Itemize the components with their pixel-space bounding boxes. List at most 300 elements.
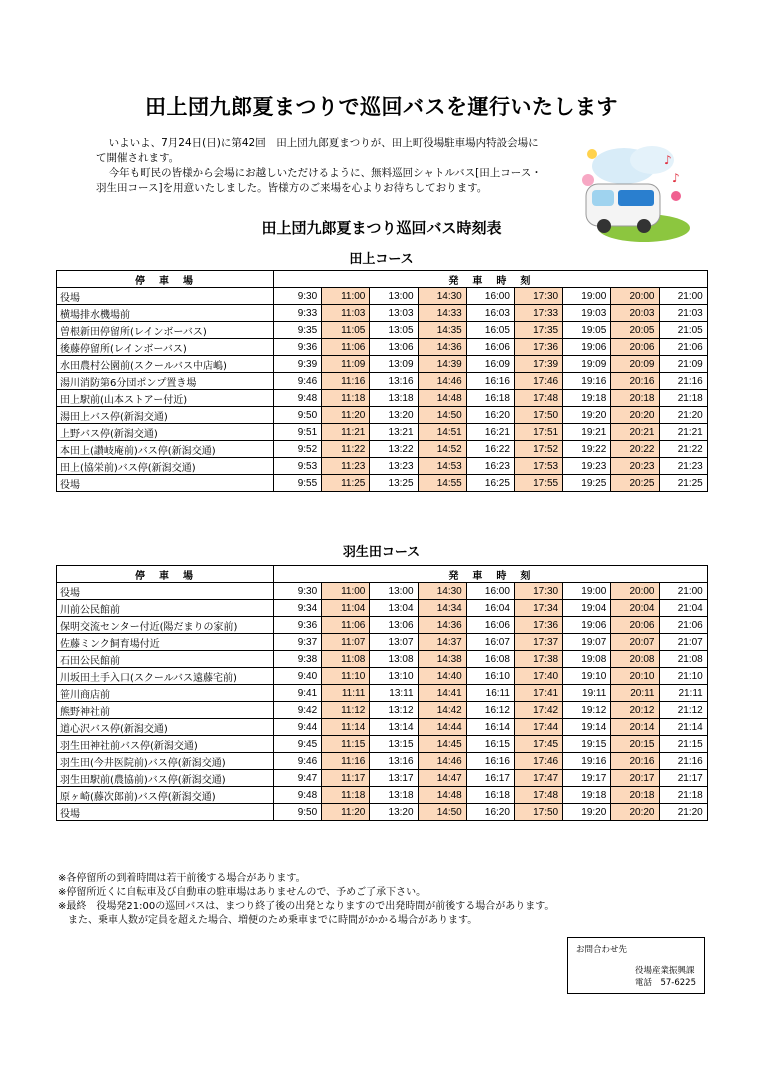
departure-time: 16:16 xyxy=(466,373,514,390)
svg-text:♪: ♪ xyxy=(672,171,680,185)
timetable-tagami xyxy=(56,270,708,492)
departure-time: 9:34 xyxy=(274,600,322,617)
departure-time: 9:44 xyxy=(274,719,322,736)
departure-time: 17:52 xyxy=(514,441,562,458)
departure-time: 20:15 xyxy=(611,736,659,753)
departure-time: 16:06 xyxy=(466,617,514,634)
stop-name: 羽生田駅前(農協前)バス停(新潟交通) xyxy=(57,770,274,787)
stop-name: 役場 xyxy=(57,475,274,492)
departure-time: 21:17 xyxy=(659,770,707,787)
table-row xyxy=(57,634,708,651)
departure-time: 17:50 xyxy=(514,804,562,821)
departure-time: 13:03 xyxy=(370,305,418,322)
departure-time: 14:41 xyxy=(418,685,466,702)
departure-time: 20:16 xyxy=(611,753,659,770)
table-header-row xyxy=(57,566,708,583)
departure-time: 9:46 xyxy=(274,753,322,770)
departure-time: 21:08 xyxy=(659,651,707,668)
departure-time: 13:06 xyxy=(370,339,418,356)
stop-name: 上野バス停(新潟交通) xyxy=(57,424,274,441)
stop-name: 曽根新田停留所(レインボーバス) xyxy=(57,322,274,339)
departure-time: 11:08 xyxy=(322,651,370,668)
table-row xyxy=(57,458,708,475)
departure-time: 13:22 xyxy=(370,441,418,458)
note-3: ※最終 役場発21:00の巡回バスは、まつり終了後の出発となりますので出発時間が前後する場合があります。 xyxy=(58,901,555,912)
departure-time: 21:06 xyxy=(659,617,707,634)
departure-time: 11:11 xyxy=(322,685,370,702)
departure-time: 19:20 xyxy=(563,804,611,821)
departure-time: 11:16 xyxy=(322,753,370,770)
stop-name: 役場 xyxy=(57,583,274,600)
departure-time: 17:48 xyxy=(514,787,562,804)
departure-time: 21:11 xyxy=(659,685,707,702)
stop-name: 道心沢バス停(新潟交通) xyxy=(57,719,274,736)
departure-time: 11:06 xyxy=(322,339,370,356)
departure-time: 19:20 xyxy=(563,407,611,424)
departure-time: 20:18 xyxy=(611,787,659,804)
departure-time: 17:51 xyxy=(514,424,562,441)
departure-time: 21:10 xyxy=(659,668,707,685)
departure-time: 21:16 xyxy=(659,753,707,770)
departure-time: 9:36 xyxy=(274,617,322,634)
departure-time: 11:04 xyxy=(322,600,370,617)
departure-time: 19:06 xyxy=(563,617,611,634)
departure-time: 14:39 xyxy=(418,356,466,373)
departure-time: 14:45 xyxy=(418,736,466,753)
departure-time: 16:08 xyxy=(466,651,514,668)
stop-name: 後藤停留所(レインボーバス) xyxy=(57,339,274,356)
stop-name: 田上駅前(山本ストアー付近) xyxy=(57,390,274,407)
intro-text xyxy=(96,136,546,196)
departure-time: 14:46 xyxy=(418,753,466,770)
departure-time: 16:07 xyxy=(466,634,514,651)
departure-time: 14:34 xyxy=(418,600,466,617)
departure-time: 16:21 xyxy=(466,424,514,441)
departure-time: 9:30 xyxy=(274,583,322,600)
departure-time: 17:55 xyxy=(514,475,562,492)
departure-time: 20:21 xyxy=(611,424,659,441)
departure-time: 11:06 xyxy=(322,617,370,634)
departure-time: 16:04 xyxy=(466,600,514,617)
departure-time: 20:00 xyxy=(611,288,659,305)
departure-time: 14:36 xyxy=(418,339,466,356)
stop-name: 横場排水機場前 xyxy=(57,305,274,322)
departure-time: 13:16 xyxy=(370,373,418,390)
departure-time: 19:00 xyxy=(563,583,611,600)
departure-time: 16:09 xyxy=(466,356,514,373)
departure-time: 20:00 xyxy=(611,583,659,600)
departure-time: 11:05 xyxy=(322,322,370,339)
departure-time: 16:22 xyxy=(466,441,514,458)
departure-time: 20:06 xyxy=(611,339,659,356)
departure-time: 16:10 xyxy=(466,668,514,685)
page-title: 田上団九郎夏まつりで巡回バスを運行いたします xyxy=(145,95,618,119)
departure-time: 11:23 xyxy=(322,458,370,475)
departure-time: 17:44 xyxy=(514,719,562,736)
departure-time: 14:51 xyxy=(418,424,466,441)
svg-text:♪: ♪ xyxy=(664,153,672,167)
departure-time: 17:34 xyxy=(514,600,562,617)
table-row xyxy=(57,651,708,668)
departure-time: 11:10 xyxy=(322,668,370,685)
stop-name: 田上(協栄前)バス停(新潟交通) xyxy=(57,458,274,475)
stop-name: 熊野神社前 xyxy=(57,702,274,719)
departure-time: 11:17 xyxy=(322,770,370,787)
departure-time: 21:09 xyxy=(659,356,707,373)
departure-time: 13:08 xyxy=(370,651,418,668)
stop-name: 川前公民館前 xyxy=(57,600,274,617)
departure-time: 21:20 xyxy=(659,804,707,821)
departure-time: 20:07 xyxy=(611,634,659,651)
departure-time: 21:22 xyxy=(659,441,707,458)
stop-name: 本田上(讃岐庵前)バス停(新潟交通) xyxy=(57,441,274,458)
departure-time: 17:48 xyxy=(514,390,562,407)
departure-time: 19:08 xyxy=(563,651,611,668)
departure-time: 11:14 xyxy=(322,719,370,736)
departure-time: 17:36 xyxy=(514,339,562,356)
departure-time: 19:22 xyxy=(563,441,611,458)
schedule-title: 田上団九郎夏まつり巡回バス時刻表 xyxy=(261,219,502,237)
note-1: ※各停留所の到着時間は若干前後する場合があります。 xyxy=(58,873,306,884)
departure-time: 11:12 xyxy=(322,702,370,719)
departure-time: 20:04 xyxy=(611,600,659,617)
departure-time: 17:42 xyxy=(514,702,562,719)
departure-time: 13:05 xyxy=(370,322,418,339)
departure-time: 17:45 xyxy=(514,736,562,753)
departure-time: 13:00 xyxy=(370,583,418,600)
departure-time: 16:23 xyxy=(466,458,514,475)
table-row xyxy=(57,770,708,787)
departure-time: 21:20 xyxy=(659,407,707,424)
departure-time: 16:25 xyxy=(466,475,514,492)
departure-time: 9:30 xyxy=(274,288,322,305)
departure-time: 14:52 xyxy=(418,441,466,458)
departure-time: 17:39 xyxy=(514,356,562,373)
departure-time: 16:14 xyxy=(466,719,514,736)
departure-time: 14:48 xyxy=(418,787,466,804)
departure-time: 20:08 xyxy=(611,651,659,668)
departure-time: 14:53 xyxy=(418,458,466,475)
departure-time: 9:52 xyxy=(274,441,322,458)
header-stop: 停 車 場 xyxy=(57,271,274,288)
departure-time: 19:18 xyxy=(563,787,611,804)
departure-time: 16:00 xyxy=(466,583,514,600)
departure-time: 11:25 xyxy=(322,475,370,492)
departure-time: 19:12 xyxy=(563,702,611,719)
departure-time: 14:42 xyxy=(418,702,466,719)
departure-time: 20:03 xyxy=(611,305,659,322)
departure-time: 13:06 xyxy=(370,617,418,634)
table-row xyxy=(57,305,708,322)
departure-time: 9:38 xyxy=(274,651,322,668)
departure-time: 20:20 xyxy=(611,407,659,424)
stop-name: 笹川商店前 xyxy=(57,685,274,702)
table-row xyxy=(57,424,708,441)
departure-time: 17:35 xyxy=(514,322,562,339)
stop-name: 石田公民館前 xyxy=(57,651,274,668)
departure-time: 16:20 xyxy=(466,407,514,424)
departure-time: 13:00 xyxy=(370,288,418,305)
departure-time: 14:50 xyxy=(418,804,466,821)
departure-time: 13:15 xyxy=(370,736,418,753)
departure-time: 13:18 xyxy=(370,390,418,407)
departure-time: 21:14 xyxy=(659,719,707,736)
departure-time: 11:09 xyxy=(322,356,370,373)
note-2: ※停留所近くに自転車及び自動車の駐車場はありませんので、予めご了承下さい。 xyxy=(58,887,427,898)
departure-time: 19:14 xyxy=(563,719,611,736)
departure-time: 11:07 xyxy=(322,634,370,651)
departure-time: 11:22 xyxy=(322,441,370,458)
stop-name: 羽生田神社前バス停(新潟交通) xyxy=(57,736,274,753)
departure-time: 19:06 xyxy=(563,339,611,356)
departure-time: 21:21 xyxy=(659,424,707,441)
departure-time: 17:41 xyxy=(514,685,562,702)
departure-time: 9:53 xyxy=(274,458,322,475)
departure-time: 17:33 xyxy=(514,305,562,322)
departure-time: 20:23 xyxy=(611,458,659,475)
departure-time: 16:12 xyxy=(466,702,514,719)
departure-time: 13:16 xyxy=(370,753,418,770)
departure-time: 19:10 xyxy=(563,668,611,685)
header-stop: 停 車 場 xyxy=(57,566,274,583)
departure-time: 21:16 xyxy=(659,373,707,390)
table-row xyxy=(57,339,708,356)
departure-time: 19:16 xyxy=(563,753,611,770)
departure-time: 19:18 xyxy=(563,390,611,407)
departure-time: 17:40 xyxy=(514,668,562,685)
departure-time: 9:45 xyxy=(274,736,322,753)
stop-name: 水田農村公園前(スクールバス中店嶋) xyxy=(57,356,274,373)
table-row xyxy=(57,407,708,424)
intro-paragraph-2: 今年も町民の皆様から会場にお越しいただけるように、無料巡回シャトルバス[田上コース・羽生田コース]を用意いたしました。皆様方のご来場を心よりお待ちしております。 xyxy=(96,167,542,194)
departure-time: 9:48 xyxy=(274,390,322,407)
table-row xyxy=(57,804,708,821)
departure-time: 11:20 xyxy=(322,407,370,424)
departure-time: 11:18 xyxy=(322,390,370,407)
departure-time: 17:37 xyxy=(514,634,562,651)
departure-time: 16:20 xyxy=(466,804,514,821)
departure-time: 20:14 xyxy=(611,719,659,736)
intro-paragraph-1: いよいよ、7月24日(日)に第42回 田上団九郎夏まつりが、田上町役場駐車場内特設会場にて開催されます。 xyxy=(96,137,539,164)
departure-time: 11:18 xyxy=(322,787,370,804)
departure-time: 13:17 xyxy=(370,770,418,787)
departure-time: 17:46 xyxy=(514,753,562,770)
departure-time: 14:36 xyxy=(418,617,466,634)
departure-time: 14:47 xyxy=(418,770,466,787)
departure-time: 13:07 xyxy=(370,634,418,651)
course-title-tagami: 田上コース xyxy=(349,252,414,267)
departure-time: 11:03 xyxy=(322,305,370,322)
departure-time: 19:16 xyxy=(563,373,611,390)
departure-time: 13:14 xyxy=(370,719,418,736)
departure-time: 19:25 xyxy=(563,475,611,492)
departure-time: 16:17 xyxy=(466,770,514,787)
departure-time: 19:00 xyxy=(563,288,611,305)
table-row xyxy=(57,322,708,339)
table-row xyxy=(57,668,708,685)
departure-time: 21:07 xyxy=(659,634,707,651)
departure-time: 11:20 xyxy=(322,804,370,821)
table-header-row xyxy=(57,271,708,288)
table-row xyxy=(57,356,708,373)
departure-time: 16:18 xyxy=(466,390,514,407)
departure-time: 11:16 xyxy=(322,373,370,390)
departure-time: 16:18 xyxy=(466,787,514,804)
header-times: 発 車 時 刻 xyxy=(274,271,708,288)
departure-time: 14:46 xyxy=(418,373,466,390)
departure-time: 16:00 xyxy=(466,288,514,305)
departure-time: 14:38 xyxy=(418,651,466,668)
departure-time: 17:38 xyxy=(514,651,562,668)
departure-time: 9:50 xyxy=(274,407,322,424)
notes xyxy=(58,872,678,928)
table-row xyxy=(57,600,708,617)
departure-time: 19:07 xyxy=(563,634,611,651)
departure-time: 19:05 xyxy=(563,322,611,339)
departure-time: 17:46 xyxy=(514,373,562,390)
departure-time: 14:55 xyxy=(418,475,466,492)
departure-time: 21:00 xyxy=(659,288,707,305)
stop-name: 役場 xyxy=(57,804,274,821)
departure-time: 19:11 xyxy=(563,685,611,702)
timetable-hanyuda xyxy=(56,565,708,821)
departure-time: 20:16 xyxy=(611,373,659,390)
departure-time: 11:00 xyxy=(322,288,370,305)
departure-time: 9:35 xyxy=(274,322,322,339)
departure-time: 17:30 xyxy=(514,583,562,600)
departure-time: 19:04 xyxy=(563,600,611,617)
departure-time: 17:50 xyxy=(514,407,562,424)
departure-time: 11:21 xyxy=(322,424,370,441)
departure-time: 20:10 xyxy=(611,668,659,685)
departure-time: 19:17 xyxy=(563,770,611,787)
departure-time: 14:30 xyxy=(418,288,466,305)
table-row xyxy=(57,702,708,719)
departure-time: 20:12 xyxy=(611,702,659,719)
departure-time: 20:06 xyxy=(611,617,659,634)
table-row xyxy=(57,441,708,458)
departure-time: 17:47 xyxy=(514,770,562,787)
table-row xyxy=(57,373,708,390)
contact-heading: お問合わせ先 xyxy=(576,945,628,955)
stop-name: 原ヶ崎(藤次郎前)バス停(新潟交通) xyxy=(57,787,274,804)
departure-time: 20:20 xyxy=(611,804,659,821)
table-row xyxy=(57,475,708,492)
departure-time: 21:03 xyxy=(659,305,707,322)
departure-time: 13:09 xyxy=(370,356,418,373)
departure-time: 20:09 xyxy=(611,356,659,373)
departure-time: 13:20 xyxy=(370,804,418,821)
departure-time: 20:18 xyxy=(611,390,659,407)
departure-time: 17:36 xyxy=(514,617,562,634)
table-row xyxy=(57,288,708,305)
table-row xyxy=(57,390,708,407)
departure-time: 17:53 xyxy=(514,458,562,475)
table-row xyxy=(57,617,708,634)
departure-time: 20:22 xyxy=(611,441,659,458)
table-row xyxy=(57,787,708,804)
departure-time: 19:23 xyxy=(563,458,611,475)
departure-time: 14:40 xyxy=(418,668,466,685)
departure-time: 19:03 xyxy=(563,305,611,322)
table-row xyxy=(57,583,708,600)
header-times: 発 車 時 刻 xyxy=(274,566,708,583)
departure-time: 11:00 xyxy=(322,583,370,600)
departure-time: 20:17 xyxy=(611,770,659,787)
departure-time: 13:23 xyxy=(370,458,418,475)
note-4: また、乗車人数が定員を超えた場合、増便のため乗車までに時間がかかる場合があります。 xyxy=(58,915,478,926)
departure-time: 9:48 xyxy=(274,787,322,804)
contact-box xyxy=(567,937,705,994)
departure-time: 9:51 xyxy=(274,424,322,441)
departure-time: 13:11 xyxy=(370,685,418,702)
course-title-hanyuda: 羽生田コース xyxy=(342,545,421,560)
departure-time: 13:10 xyxy=(370,668,418,685)
departure-time: 21:18 xyxy=(659,390,707,407)
departure-time: 9:41 xyxy=(274,685,322,702)
departure-time: 9:36 xyxy=(274,339,322,356)
departure-time: 16:16 xyxy=(466,753,514,770)
departure-time: 9:40 xyxy=(274,668,322,685)
departure-time: 21:23 xyxy=(659,458,707,475)
table-row xyxy=(57,719,708,736)
departure-time: 9:39 xyxy=(274,356,322,373)
departure-time: 14:44 xyxy=(418,719,466,736)
departure-time: 21:00 xyxy=(659,583,707,600)
departure-time: 21:04 xyxy=(659,600,707,617)
stop-name: 川坂田土手入口(スクールバス遠藤宅前) xyxy=(57,668,274,685)
departure-time: 20:05 xyxy=(611,322,659,339)
departure-time: 9:46 xyxy=(274,373,322,390)
departure-time: 17:30 xyxy=(514,288,562,305)
stop-name: 佐藤ミンク飼育場付近 xyxy=(57,634,274,651)
departure-time: 14:50 xyxy=(418,407,466,424)
departure-time: 20:25 xyxy=(611,475,659,492)
contact-details xyxy=(635,965,696,989)
departure-time: 19:21 xyxy=(563,424,611,441)
departure-time: 14:33 xyxy=(418,305,466,322)
departure-time: 21:25 xyxy=(659,475,707,492)
departure-time: 13:25 xyxy=(370,475,418,492)
departure-time: 21:12 xyxy=(659,702,707,719)
departure-time: 16:06 xyxy=(466,339,514,356)
departure-time: 14:37 xyxy=(418,634,466,651)
departure-time: 19:15 xyxy=(563,736,611,753)
departure-time: 21:06 xyxy=(659,339,707,356)
departure-time: 13:18 xyxy=(370,787,418,804)
departure-time: 16:05 xyxy=(466,322,514,339)
departure-time: 13:21 xyxy=(370,424,418,441)
stop-name: 役場 xyxy=(57,288,274,305)
departure-time: 9:37 xyxy=(274,634,322,651)
contact-dept: 役場産業振興課 xyxy=(634,966,695,976)
departure-time: 16:15 xyxy=(466,736,514,753)
departure-time: 13:20 xyxy=(370,407,418,424)
departure-time: 16:11 xyxy=(466,685,514,702)
stop-name: 湯川消防第6分団ポンプ置き場 xyxy=(57,373,274,390)
departure-time: 9:42 xyxy=(274,702,322,719)
departure-time: 13:04 xyxy=(370,600,418,617)
departure-time: 13:12 xyxy=(370,702,418,719)
departure-time: 14:35 xyxy=(418,322,466,339)
stop-name: 保明交流センター付近(陽だまりの家前) xyxy=(57,617,274,634)
table-row xyxy=(57,736,708,753)
departure-time: 21:05 xyxy=(659,322,707,339)
table-row xyxy=(57,685,708,702)
stop-name: 湯田上バス停(新潟交通) xyxy=(57,407,274,424)
departure-time: 19:09 xyxy=(563,356,611,373)
departure-time: 21:18 xyxy=(659,787,707,804)
